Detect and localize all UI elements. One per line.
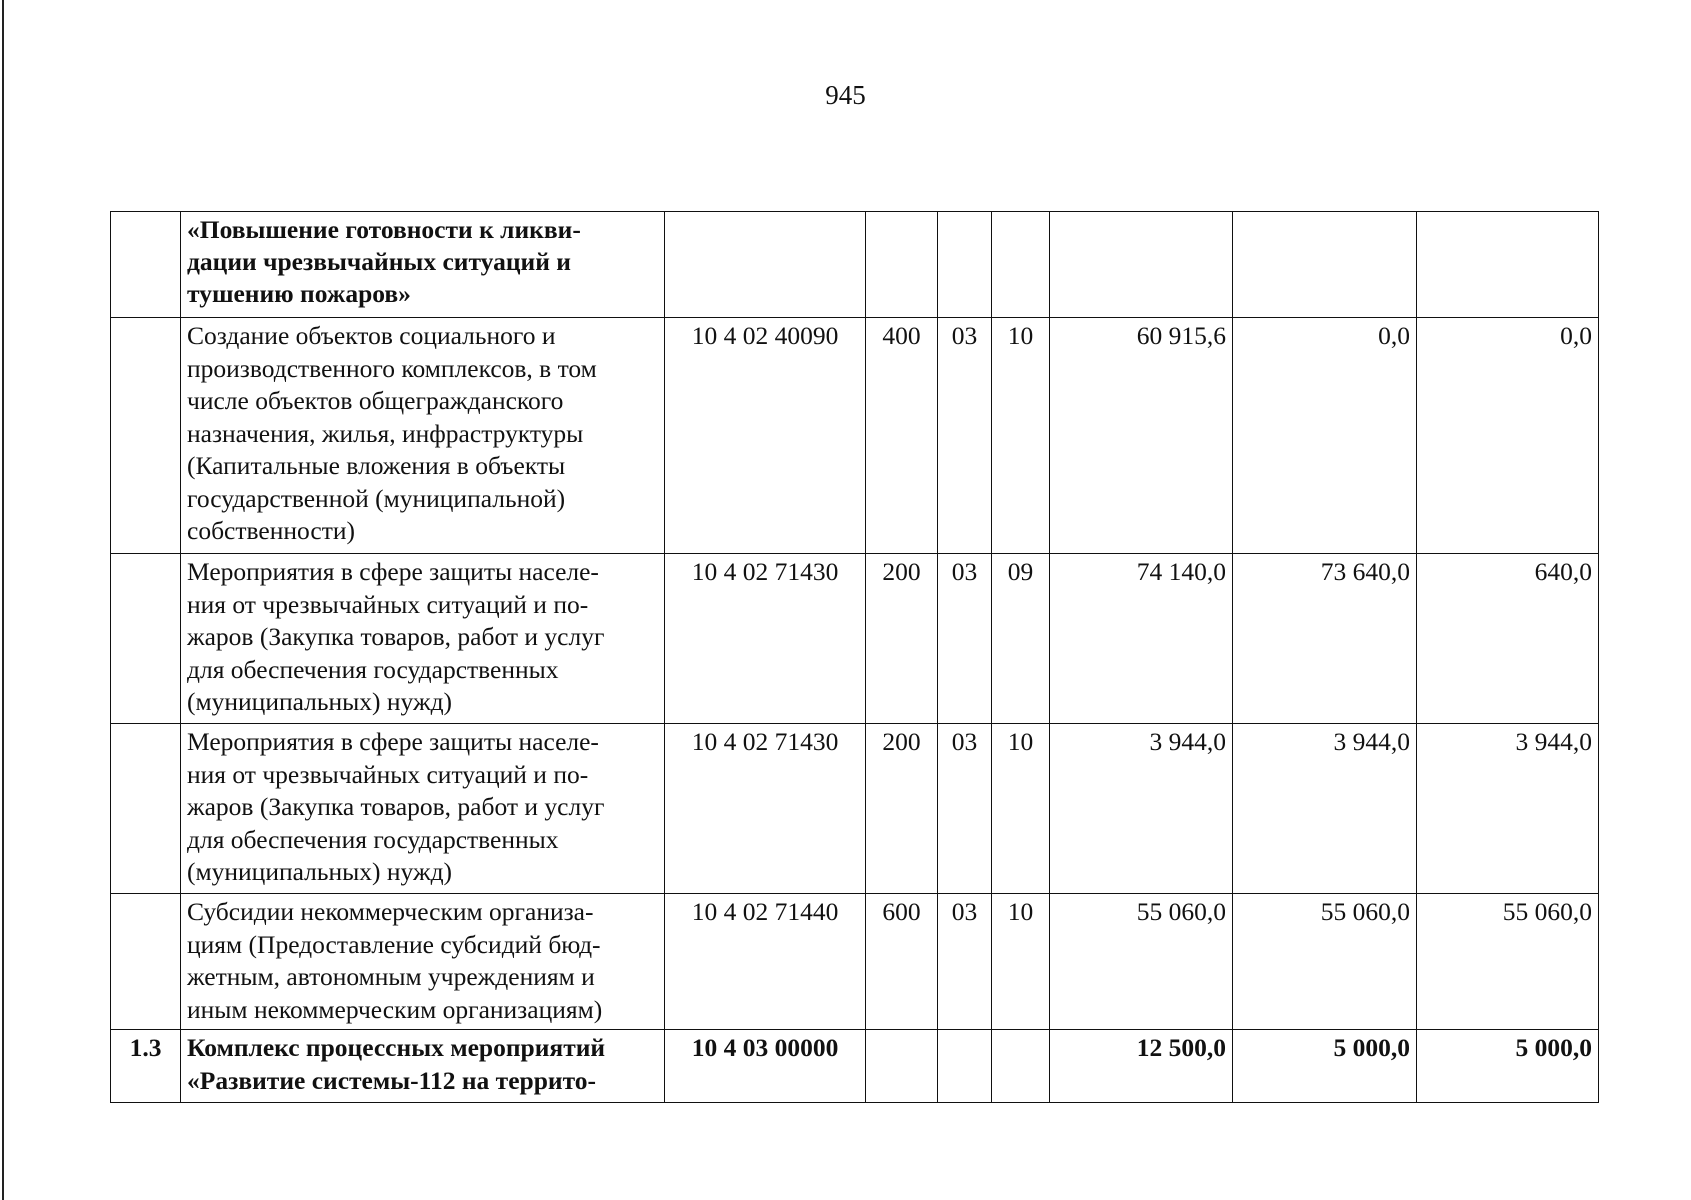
amount-year-3-cell: 55 060,0 (1417, 894, 1599, 1030)
table-row (111, 554, 1599, 724)
amount-year-3-cell: 640,0 (1417, 554, 1599, 724)
subsection-cell: 09 (992, 554, 1050, 724)
left-margin-line (2, 0, 4, 1200)
expense-type-cell (866, 1030, 938, 1103)
item-name-cell: Мероприятия в сфере защиты населе- ния от чрезвычайных ситуаций и по- жаров (Закупка товаров, работ и услуг для обеспечения государственных (муниципальных) нужд) (181, 724, 665, 894)
item-name-cell: Мероприятия в сфере защиты населе- ния от чрезвычайных ситуаций и по- жаров (Закупка товаров, работ и услуг для обеспечения государственных (муниципальных) нужд) (181, 554, 665, 724)
section-cell: 03 (938, 894, 992, 1030)
row-number-cell: 1.3 (111, 1030, 181, 1103)
item-name-cell: Комплекс процессных мероприятий «Развитие системы-112 на террито- (181, 1030, 665, 1103)
amount-year-3-cell: 5 000,0 (1417, 1030, 1599, 1103)
table-row (111, 318, 1599, 554)
amount-year-3-cell (1417, 212, 1599, 318)
target-code-cell: 10 4 02 71440 (665, 894, 866, 1030)
subsection-cell: 10 (992, 894, 1050, 1030)
row-number-cell (111, 212, 181, 318)
amount-year-2-cell: 3 944,0 (1233, 724, 1417, 894)
subsection-cell: 10 (992, 318, 1050, 554)
table-row (111, 894, 1599, 1030)
item-name-cell: «Повышение готовности к ликви- дации чрезвычайных ситуаций и тушению пожаров» (181, 212, 665, 318)
amount-year-1-cell: 60 915,6 (1050, 318, 1233, 554)
row-number-cell (111, 894, 181, 1030)
target-code-cell: 10 4 02 71430 (665, 554, 866, 724)
item-name-cell: Субсидии некоммерческим организа- циям (Предоставление субсидий бюд- жетным, автономным учреждениям и иным некоммерческим организациям) (181, 894, 665, 1030)
amount-year-1-cell: 55 060,0 (1050, 894, 1233, 1030)
section-cell: 03 (938, 318, 992, 554)
table-row (111, 1030, 1599, 1103)
amount-year-2-cell: 5 000,0 (1233, 1030, 1417, 1103)
amount-year-1-cell: 3 944,0 (1050, 724, 1233, 894)
item-name-cell: Создание объектов социального и производственного комплексов, в том числе объектов общегражданского назначения, жилья, инфраструктуры (Капитальные вложения в объекты государственной (муниципальной) собственности) (181, 318, 665, 554)
target-code-cell: 10 4 03 00000 (665, 1030, 866, 1103)
page-number: 945 (825, 80, 866, 110)
target-code-cell (665, 212, 866, 318)
section-cell: 03 (938, 724, 992, 894)
table-row (111, 212, 1599, 318)
budget-table (110, 211, 1599, 1103)
subsection-cell: 10 (992, 724, 1050, 894)
table-row (111, 724, 1599, 894)
amount-year-1-cell: 74 140,0 (1050, 554, 1233, 724)
amount-year-2-cell: 0,0 (1233, 318, 1417, 554)
expense-type-cell (866, 212, 938, 318)
target-code-cell: 10 4 02 71430 (665, 724, 866, 894)
amount-year-3-cell: 3 944,0 (1417, 724, 1599, 894)
expense-type-cell: 200 (866, 724, 938, 894)
row-number-cell (111, 318, 181, 554)
subsection-cell (992, 1030, 1050, 1103)
section-cell (938, 1030, 992, 1103)
amount-year-2-cell (1233, 212, 1417, 318)
target-code-cell: 10 4 02 40090 (665, 318, 866, 554)
amount-year-1-cell (1050, 212, 1233, 318)
row-number-cell (111, 554, 181, 724)
expense-type-cell: 200 (866, 554, 938, 724)
amount-year-2-cell: 55 060,0 (1233, 894, 1417, 1030)
expense-type-cell: 400 (866, 318, 938, 554)
section-cell: 03 (938, 554, 992, 724)
expense-type-cell: 600 (866, 894, 938, 1030)
row-number-cell (111, 724, 181, 894)
amount-year-2-cell: 73 640,0 (1233, 554, 1417, 724)
section-cell (938, 212, 992, 318)
subsection-cell (992, 212, 1050, 318)
amount-year-1-cell: 12 500,0 (1050, 1030, 1233, 1103)
amount-year-3-cell: 0,0 (1417, 318, 1599, 554)
